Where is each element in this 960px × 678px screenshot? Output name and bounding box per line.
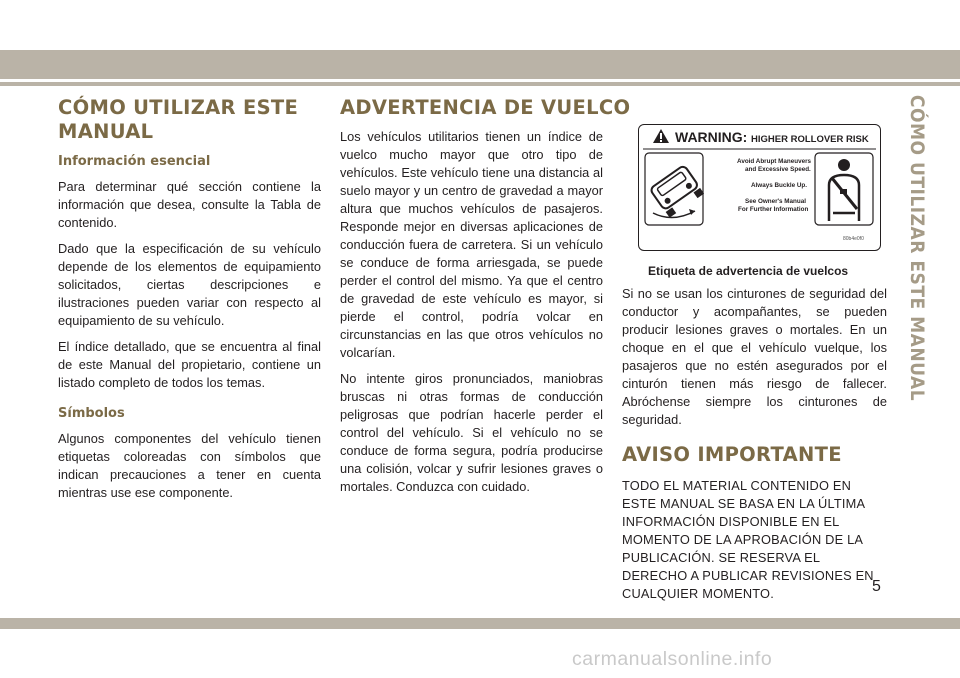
page-number: 5: [872, 578, 881, 595]
rollover-title: ADVERTENCIA DE VUELCO: [340, 96, 631, 119]
section-side-tab: [903, 94, 931, 402]
column-label-notice: [622, 96, 887, 611]
essential-info-paragraph-2: Dado que la especificación de su vehículo depende de los elementos de equipamiento solicitados, ciertas descripciones e ilustraciones pueden variar con respecto al equipamiento de su vehículo.: [58, 241, 321, 328]
label-line5: For Further Information: [738, 206, 809, 213]
essential-info-heading: Información esencial: [58, 154, 211, 169]
essential-info-paragraph-1: Para determinar qué sección contiene la información que desea, consulte la Tabla de contenido.: [58, 179, 321, 230]
footer-band: [0, 618, 960, 629]
symbols-heading: Símbolos: [58, 406, 125, 421]
label-warning-rest: HIGHER ROLLOVER RISK: [751, 134, 869, 145]
header-rule: [0, 82, 960, 86]
seatbelt-paragraph: Si no se usan los cinturones de seguridad del conductor y acompañantes, se pueden producir lesiones graves o mortales. En un choque en el que el vehículo vuelque, los pasajeros que no estén asegurados por el cinturón tienen más riesgo de fallecer. Abróchense siempre los cinturones de seguridad.: [622, 286, 887, 427]
symbols-paragraph: Algunos componentes del vehículo tienen etiquetas coloreadas con símbolos que indican precauciones a tener en cuenta mientras use ese componente.: [58, 431, 321, 500]
essential-info-paragraph-3: El índice detallado, que se encuentra al final de este Manual del propietario, contiene un listado completo de todos los temas.: [58, 339, 321, 390]
notice-title: AVISO IMPORTANTE: [622, 443, 842, 466]
notice-paragraph: TODO EL MATERIAL CONTENIDO EN ESTE MANUAL SE BASA EN LA ÚLTIMA INFORMACIÓN DISPONIBLE EN EL MOMENTO DE LA APROBACIÓN DE LA PUBLICACIÓN. SE RESERVA EL DERECHO A PUBLICAR REVISIONES EN CUALQUIER MOMENTO.: [622, 478, 874, 601]
label-line3: Always Buckle Up.: [751, 182, 807, 189]
section-title-line2: MANUAL: [58, 120, 154, 143]
column-how-to-use: [58, 96, 321, 510]
label-line2: and Excessive Speed.: [745, 166, 811, 173]
column-rollover-warning: [340, 96, 631, 504]
label-line1: Avoid Abrupt Maneuvers: [737, 158, 812, 165]
header-band: [0, 50, 960, 79]
rollover-warning-label: [638, 124, 881, 251]
section-side-tab-label: CÓMO UTILIZAR ESTE MANUAL: [906, 94, 928, 402]
label-code: 80b4e0f0: [843, 236, 864, 242]
label-warning-word: WARNING:: [675, 129, 748, 145]
rollover-paragraph-1: Los vehículos utilitarios tienen un índice de vuelco mucho mayor que otro tipo de vehículos. Este vehículo tiene una distancia al suelo mayor y un centro de gravedad a mayor altura que muchos vehículos de pasajeros. Responde mejor en diversas aplicaciones de conducción fuera de carretera. Si un vehículo se conduce de forma arriesgada, se puede perder el control del mismo. Ya que el centro de gravedad de este vehículo es mayor, si pierde el control, podría volcar en circunstancias en las que otros vehículos no volcarían.: [340, 129, 603, 360]
watermark-text: carmanualsonline.info: [572, 648, 773, 670]
figure-caption: Etiqueta de advertencia de vuelcos: [648, 264, 849, 278]
section-title: [58, 96, 321, 144]
seatbelt-icon: [815, 153, 873, 225]
warning-triangle-icon: [653, 129, 669, 143]
section-title-line1: CÓMO UTILIZAR ESTE: [58, 96, 299, 119]
label-line4: See Owner's Manual: [745, 198, 806, 205]
rollover-paragraph-2: No intente giros pronunciados, maniobras bruscas ni otras formas de conducción peligrosas que podrían hacerle perder el control del vehículo. Si el vehículo no se conduce de forma segura, podría producirse una colisión, volcar y sufrir lesiones graves o mortales. Conduzca con cuidado.: [340, 371, 603, 494]
rollover-label-art: [639, 125, 880, 250]
rollover-vehicle-icon: [645, 153, 704, 225]
